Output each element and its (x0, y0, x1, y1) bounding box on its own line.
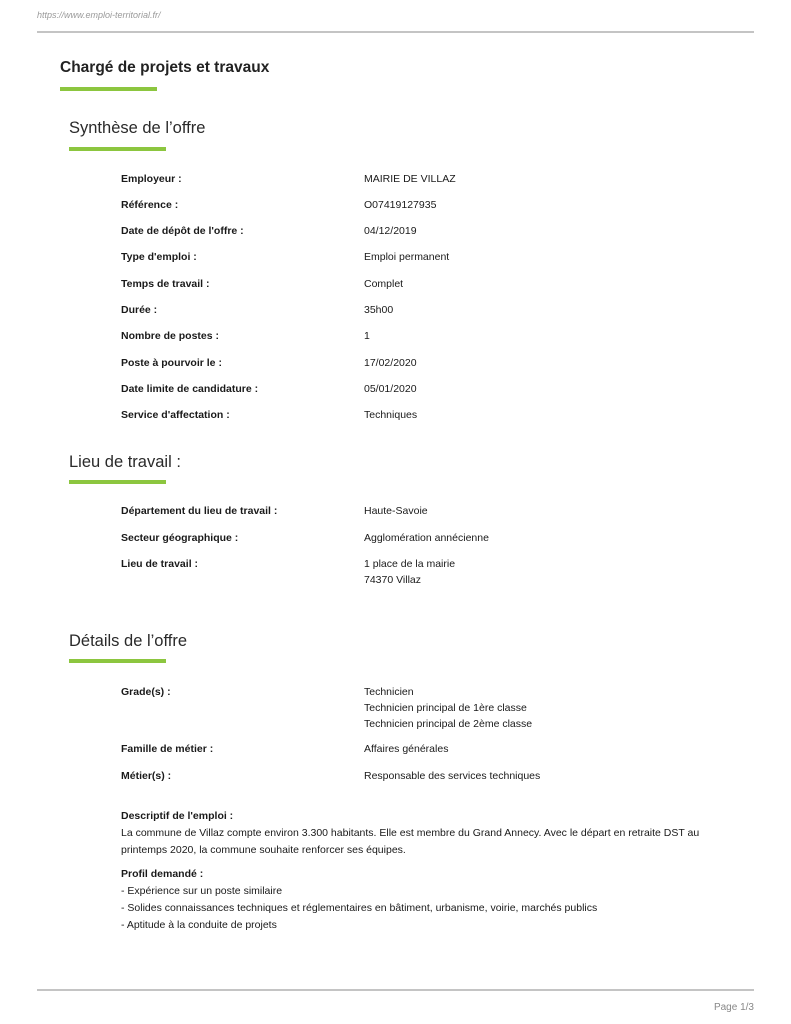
descriptif-block (121, 808, 721, 859)
field-value: Haute-Savoie (364, 505, 428, 517)
header-divider (37, 31, 754, 33)
title-accent-bar (60, 87, 157, 91)
field-value: Emploi permanent (364, 251, 450, 263)
profil-line: - Solides connaissances techniques et réglementaires en bâtiment, urbanisme, voirie, marchés publics (121, 902, 598, 914)
field-value-multiline (364, 556, 455, 588)
descriptif-line: La commune de Villaz compte environ 3.300 habitants. Elle est membre du Grand Annecy. Avec le départ en retraite DST au (121, 827, 700, 839)
page-title: Chargé de projets et travaux (60, 59, 270, 76)
field-value: Complet (364, 278, 404, 290)
section-title-synthese: Synthèse de l’offre (69, 119, 206, 137)
field-value: 04/12/2019 (364, 225, 417, 237)
value-line: 1 place de la mairie (364, 558, 456, 570)
field-label: Famille de métier : (121, 743, 214, 755)
field-value: 05/01/2020 (364, 383, 417, 395)
descriptif-heading: Descriptif de l'emploi : (121, 810, 234, 822)
field-label: Référence : (121, 199, 179, 211)
field-label: Secteur géographique : (121, 532, 239, 544)
value-line: 74370 Villaz (364, 574, 422, 586)
field-value: O07419127935 (364, 199, 437, 211)
field-label: Date limite de candidature : (121, 383, 259, 395)
value-line: Technicien (364, 686, 414, 698)
section-accent-bar (69, 147, 166, 151)
field-value: Responsable des services techniques (364, 770, 541, 782)
field-value: 1 (364, 330, 370, 342)
field-label: Employeur : (121, 173, 182, 185)
field-value: 35h00 (364, 304, 394, 316)
field-value-multiline (364, 684, 532, 732)
page-url[interactable]: https://www.emploi-territorial.fr/ (37, 10, 161, 20)
field-value: Affaires générales (364, 743, 449, 755)
field-value: 17/02/2020 (364, 357, 417, 369)
section-title-details: Détails de l’offre (69, 632, 188, 650)
field-value: Agglomération annécienne (364, 532, 489, 544)
profil-line: - Expérience sur un poste similaire (121, 885, 283, 897)
section-accent-bar (69, 659, 166, 663)
field-label: Service d'affectation : (121, 409, 230, 421)
field-label: Grade(s) : (121, 686, 171, 698)
field-label: Nombre de postes : (121, 330, 220, 342)
field-label: Métier(s) : (121, 770, 172, 782)
section-title-lieu: Lieu de travail : (69, 453, 181, 471)
profil-heading: Profil demandé : (121, 868, 204, 880)
value-line: Technicien principal de 2ème classe (364, 718, 533, 730)
field-label: Durée : (121, 304, 158, 316)
footer-divider (37, 989, 754, 991)
field-label: Date de dépôt de l'offre : (121, 225, 244, 237)
field-label: Type d'emploi : (121, 251, 197, 263)
page-number: Page 1/3 (713, 1002, 754, 1013)
profil-block (121, 866, 721, 934)
section-accent-bar (69, 480, 166, 484)
field-label: Temps de travail : (121, 278, 210, 290)
field-label: Département du lieu de travail : (121, 505, 278, 517)
profil-line: - Aptitude à la conduite de projets (121, 919, 277, 931)
field-value: Techniques (364, 409, 418, 421)
field-label: Lieu de travail : (121, 558, 199, 570)
field-value: MAIRIE DE VILLAZ (364, 173, 456, 185)
value-line: Technicien principal de 1ère classe (364, 702, 527, 714)
descriptif-line: printemps 2020, la commune souhaite renforcer ses équipes. (121, 844, 406, 856)
field-label: Poste à pourvoir le : (121, 357, 222, 369)
